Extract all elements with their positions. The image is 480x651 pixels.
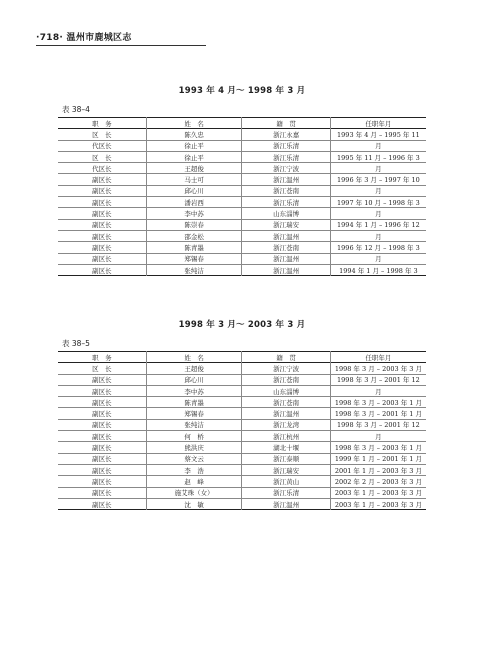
section-table-38-4 bbox=[58, 84, 426, 276]
table-row bbox=[58, 453, 426, 464]
cell-origin: 浙江永嘉 bbox=[242, 129, 330, 140]
cell-position: 区 长 bbox=[92, 130, 112, 139]
cell-origin: 浙江苍南 bbox=[242, 242, 330, 253]
cell-position: 副区长 bbox=[92, 489, 112, 498]
cell-term: 月 bbox=[330, 185, 426, 196]
table-row bbox=[58, 385, 426, 396]
cell-position: 副区长 bbox=[92, 444, 112, 453]
cell-position: 副区长 bbox=[92, 232, 112, 241]
cell-name: 王超俊 bbox=[146, 163, 242, 174]
col-header-origin: 籍 贯 bbox=[242, 118, 330, 129]
cell-name: 赵 峰 bbox=[146, 476, 242, 487]
cell-name: 陈崇春 bbox=[146, 219, 242, 230]
cell-term: 1994 年 1 月 – 1998 年 3 bbox=[330, 264, 426, 275]
cell-position: 副区长 bbox=[92, 466, 112, 475]
cell-name: 李中苏 bbox=[146, 208, 242, 219]
cell-term: 1998 年 3 月 – 2001 年 1 月 bbox=[330, 408, 426, 419]
cell-name: 陈青墨 bbox=[146, 397, 242, 408]
cell-term: 1998 年 3 月 – 2001 年 12 bbox=[330, 419, 426, 430]
table-row bbox=[58, 264, 426, 275]
col-header-term: 任职年月 bbox=[330, 352, 426, 363]
cell-term: 1996 年 3 月 – 1997 年 10 bbox=[330, 174, 426, 185]
cell-position: 副区长 bbox=[92, 255, 112, 264]
cell-term: 月 bbox=[330, 230, 426, 241]
cell-name: 张纯洁 bbox=[146, 264, 242, 275]
cell-name: 马士可 bbox=[146, 174, 242, 185]
cell-name: 潘岩西 bbox=[146, 197, 242, 208]
cell-position: 副区长 bbox=[92, 243, 112, 252]
cell-position: 副区长 bbox=[92, 187, 112, 196]
col-header-name: 姓 名 bbox=[146, 352, 242, 363]
cell-origin: 浙江温州 bbox=[242, 264, 330, 275]
table-row bbox=[58, 374, 426, 385]
table-row bbox=[58, 397, 426, 408]
cell-origin: 浙江乐清 bbox=[242, 487, 330, 498]
cell-term: 月 bbox=[330, 140, 426, 151]
cell-position: 副区长 bbox=[92, 500, 112, 509]
table-header-row bbox=[58, 352, 426, 363]
cell-origin: 浙江瑞安 bbox=[242, 464, 330, 475]
cell-position: 代区长 bbox=[92, 164, 112, 173]
cell-position: 副区长 bbox=[92, 387, 112, 396]
cell-term: 月 bbox=[330, 385, 426, 396]
col-header-origin: 籍 贯 bbox=[242, 352, 330, 363]
cell-name: 李中苏 bbox=[146, 385, 242, 396]
cell-origin: 山东淄博 bbox=[242, 208, 330, 219]
table-row bbox=[58, 476, 426, 487]
cell-name: 李 浩 bbox=[146, 464, 242, 475]
table-row bbox=[58, 419, 426, 430]
cell-position: 副区长 bbox=[92, 410, 112, 419]
cell-position: 副区长 bbox=[92, 221, 112, 230]
cell-position: 副区长 bbox=[92, 432, 112, 441]
cell-term: 月 bbox=[330, 163, 426, 174]
cell-position: 副区长 bbox=[92, 398, 112, 407]
cell-origin: 浙江温州 bbox=[242, 253, 330, 264]
cell-term: 1997 年 10 月 – 1998 年 3 bbox=[330, 197, 426, 208]
cell-origin: 山东淄博 bbox=[242, 385, 330, 396]
cell-name: 何 桥 bbox=[146, 431, 242, 442]
cell-name: 郑锡春 bbox=[146, 408, 242, 419]
table-row bbox=[58, 197, 426, 208]
header-rule bbox=[36, 45, 206, 46]
cell-name: 施艾珠（女） bbox=[146, 487, 242, 498]
cell-term: 2002 年 2 月 – 2003 年 3 月 bbox=[330, 476, 426, 487]
cell-origin: 浙江龙湾 bbox=[242, 419, 330, 430]
cell-origin: 湖北十堰 bbox=[242, 442, 330, 453]
cell-name: 沈 敏 bbox=[146, 498, 242, 509]
cell-term: 月 bbox=[330, 253, 426, 264]
cell-origin: 浙江乐清 bbox=[242, 197, 330, 208]
period-title: 1993 年 4 月～ 1998 年 3 月 bbox=[178, 86, 306, 96]
cell-origin: 浙江温州 bbox=[242, 230, 330, 241]
officials-table-1 bbox=[58, 117, 426, 276]
cell-name: 蔡文云 bbox=[146, 453, 242, 464]
cell-origin: 浙江乐清 bbox=[242, 151, 330, 162]
cell-origin: 浙江瑞安 bbox=[242, 219, 330, 230]
cell-position: 副区长 bbox=[92, 266, 112, 275]
cell-origin: 浙江苍南 bbox=[242, 185, 330, 196]
col-header-position: 职 务 bbox=[92, 119, 112, 128]
table-row bbox=[58, 408, 426, 419]
cell-origin: 浙江苍南 bbox=[242, 374, 330, 385]
table-body bbox=[58, 363, 426, 510]
table-row bbox=[58, 140, 426, 151]
table-row bbox=[58, 498, 426, 509]
cell-name: 王超俊 bbox=[146, 363, 242, 374]
cell-name: 徐止平 bbox=[146, 151, 242, 162]
cell-position: 副区长 bbox=[92, 477, 112, 486]
cell-term: 1994 年 1 月 – 1996 年 12 bbox=[330, 219, 426, 230]
cell-origin: 浙江宁波 bbox=[242, 163, 330, 174]
table-row bbox=[58, 129, 426, 140]
cell-position: 区 长 bbox=[92, 364, 112, 373]
cell-origin: 浙江温州 bbox=[242, 408, 330, 419]
table-row bbox=[58, 185, 426, 196]
cell-term: 月 bbox=[330, 431, 426, 442]
cell-term: 1999 年 1 月 – 2001 年 1 月 bbox=[330, 453, 426, 464]
col-header-name: 姓 名 bbox=[146, 118, 242, 129]
cell-term: 2003 年 1 月 – 2003 年 3 月 bbox=[330, 487, 426, 498]
cell-term: 1998 年 3 月 – 2003 年 1 月 bbox=[330, 397, 426, 408]
cell-term: 1998 年 3 月 – 2003 年 3 月 bbox=[330, 363, 426, 374]
section-table-38-5 bbox=[58, 318, 426, 510]
cell-origin: 浙江泰顺 bbox=[242, 453, 330, 464]
table-label: 表 38–4 bbox=[62, 105, 90, 114]
table-header-row bbox=[58, 118, 426, 129]
table-row bbox=[58, 464, 426, 475]
cell-term: 2001 年 1 月 – 2003 年 3 月 bbox=[330, 464, 426, 475]
cell-position: 副区长 bbox=[92, 421, 112, 430]
cell-name: 陈久忠 bbox=[146, 129, 242, 140]
cell-origin: 浙江乐清 bbox=[242, 140, 330, 151]
cell-term: 1998 年 3 月 – 2003 年 1 月 bbox=[330, 442, 426, 453]
cell-origin: 浙江杭州 bbox=[242, 431, 330, 442]
cell-name: 徐止平 bbox=[146, 140, 242, 151]
cell-term: 1996 年 12 月 – 1998 年 3 bbox=[330, 242, 426, 253]
cell-position: 副区长 bbox=[92, 455, 112, 464]
cell-position: 代区长 bbox=[92, 142, 112, 151]
col-header-position: 职 务 bbox=[92, 353, 112, 362]
table-row bbox=[58, 253, 426, 264]
cell-term: 月 bbox=[330, 208, 426, 219]
cell-name: 邱心川 bbox=[146, 185, 242, 196]
table-row bbox=[58, 163, 426, 174]
cell-origin: 浙江宁波 bbox=[242, 363, 330, 374]
cell-name: 熊洪庆 bbox=[146, 442, 242, 453]
col-header-term: 任职年月 bbox=[330, 118, 426, 129]
cell-position: 副区长 bbox=[92, 210, 112, 219]
cell-term: 2003 年 1 月 – 2003 年 3 月 bbox=[330, 498, 426, 509]
cell-origin: 浙江黄山 bbox=[242, 476, 330, 487]
cell-name: 郑锡春 bbox=[146, 253, 242, 264]
table-row bbox=[58, 431, 426, 442]
table-row bbox=[58, 487, 426, 498]
page-header: ·718· 温州市鹿城区志 bbox=[36, 33, 132, 43]
cell-name: 邵金松 bbox=[146, 230, 242, 241]
table-label: 表 38–5 bbox=[62, 339, 90, 348]
table-row bbox=[58, 230, 426, 241]
cell-position: 副区长 bbox=[92, 376, 112, 385]
cell-position: 副区长 bbox=[92, 198, 112, 207]
cell-term: 1993 年 4 月 – 1995 年 11 bbox=[330, 129, 426, 140]
table-row bbox=[58, 151, 426, 162]
table-row bbox=[58, 219, 426, 230]
table-row bbox=[58, 363, 426, 374]
cell-position: 区 长 bbox=[92, 153, 112, 162]
cell-origin: 浙江苍南 bbox=[242, 397, 330, 408]
cell-origin: 浙江温州 bbox=[242, 174, 330, 185]
cell-term: 1998 年 3 月 – 2001 年 12 bbox=[330, 374, 426, 385]
period-title: 1998 年 3 月～ 2003 年 3 月 bbox=[178, 320, 306, 330]
table-body bbox=[58, 129, 426, 276]
cell-origin: 浙江温州 bbox=[242, 498, 330, 509]
table-row bbox=[58, 242, 426, 253]
table-row bbox=[58, 174, 426, 185]
cell-name: 邱心川 bbox=[146, 374, 242, 385]
cell-position: 副区长 bbox=[92, 176, 112, 185]
table-row bbox=[58, 208, 426, 219]
table-row bbox=[58, 442, 426, 453]
cell-term: 1995 年 11 月 – 1996 年 3 bbox=[330, 151, 426, 162]
cell-name: 陈青墨 bbox=[146, 242, 242, 253]
officials-table-2 bbox=[58, 351, 426, 510]
cell-name: 张纯洁 bbox=[146, 419, 242, 430]
